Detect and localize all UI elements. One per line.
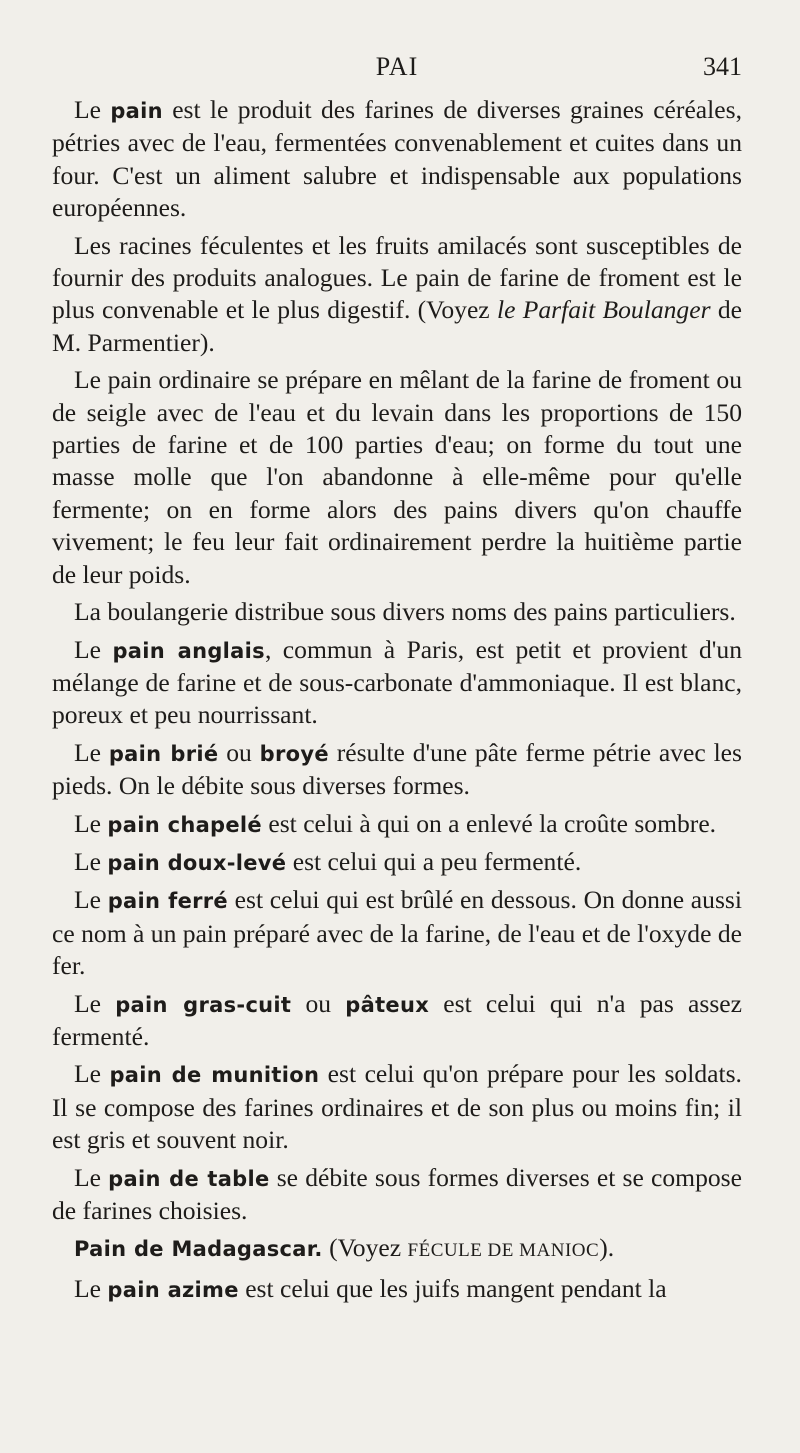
term-pateux: pâteux [345,992,430,1017]
paragraph-starchy-roots [52,230,742,360]
text: est celui qui a peu fermenté. [286,846,582,876]
text: ). [599,1233,615,1263]
text: Le [74,1162,109,1192]
text: se débite sous formes diverses et se compose de farines choisies. [52,1162,742,1225]
text: Le [74,737,109,767]
text: Les racines féculentes et les fruits amilacés sont susceptibles de fournir des produits analogues. Le pain de farine de froment est le plus convenable et le plus digestif. (Voyez [52,230,742,325]
page-header [52,52,742,92]
term-pain-gras-cuit: pain gras-cuit [115,992,292,1017]
book-reference: le Parfait Boulanger [496,295,711,325]
text: , commun à Paris, est petit et provient d'un mélange de farine et de sous-carbonate d'ammoniaque. Il est blanc, poreux et peu nourrissant. [52,634,742,730]
paragraph-pain-ferre [52,884,742,982]
text: Le [74,808,108,838]
text: ou [218,737,260,767]
term-pain-anglais: pain anglais [112,638,265,663]
paragraph-pain-de-madagascar [52,1232,742,1267]
text: (Voyez [322,1233,408,1263]
term-pain-brie: pain brié [108,741,219,766]
text: Le [74,1059,110,1089]
page-body [52,94,742,1306]
paragraph-pain-de-table [52,1162,742,1228]
term-broye: broyé [259,741,329,766]
paragraph-pain-gras-cuit [52,988,742,1054]
text: Le pain ordinaire se prépare en mêlant de la farine de froment ou de seigle avec de l'eau et du levain dans les proportions de 150 parties de farine et de 100 parties d'eau; on forme du tout une masse molle que l'on abandonne à elle-même pour qu'elle fermente; on en forme alors des pains divers qu'on chauffe vivement; le feu leur fait ordinairement perdre la huitième partie de leur poids. [52,365,742,589]
text: est celui qu'on prépare pour les soldats. Il se compose des farines ordinaires et de son plus ou moins fin; il est gris et souvent noir. [52,1059,742,1155]
text: Le [74,95,111,124]
paragraph-pain-chapele [52,808,742,841]
page-number: 341 [703,52,742,81]
text: Le [74,885,108,915]
term-pain-doux-leve: pain doux-levé [107,850,287,875]
term-pain-de-munition: pain de munition [109,1063,320,1088]
paragraph-bakery [52,596,742,628]
term-pain-chapele: pain chapelé [107,812,262,837]
text: La boulangerie distribue sous divers noms des pains particuliers. [74,597,736,627]
term-pain-de-table: pain de table [108,1166,270,1191]
text: de M. Parmentier). [52,295,742,357]
text: est celui qui n'a pas assez fermenté. [52,988,743,1051]
text: est celui qui est brûlé en dessous. On donne aussi ce nom à un pain préparé avec de la farine, de l'eau et de l'oxyde de fer. [52,885,742,981]
paragraph-pain-anglais [52,634,742,732]
paragraph-pain-de-munition [52,1058,742,1156]
running-title: PAI [375,52,419,81]
text: est celui que les juifs mangent pendant la [238,1273,667,1303]
text: résulte d'une pâte ferme pétrie avec les pieds. On le débite sous diverses formes. [52,737,742,801]
paragraph-pain-brie [52,737,742,803]
paragraph-pain-doux-leve [52,846,742,879]
paragraph-bread-definition [52,94,742,225]
paragraph-pain-azime [52,1273,742,1306]
term-pain-de-madagascar: Pain de Madagascar. [74,1237,323,1262]
term-pain: pain [110,99,163,123]
text: est celui à qui on a enlevé la croûte sombre. [261,808,717,838]
text: Le [74,1273,108,1303]
text: Le [74,634,113,664]
term-pain-ferre: pain ferré [107,889,228,914]
text: est le produit des farines de diverses graines céréales, pétries avec de l'eau, fermentées convenablement et cuites dans un four. C'est un aliment salubre et indispensable aux populations européennes. [52,95,742,223]
text: Le [74,846,108,876]
text: Le [74,988,116,1018]
paragraph-ordinary-bread [52,364,742,591]
term-pain-azime: pain azime [107,1277,239,1302]
text: ou [291,988,346,1018]
cross-reference: FÉCULE DE MANIOC [407,1240,600,1262]
